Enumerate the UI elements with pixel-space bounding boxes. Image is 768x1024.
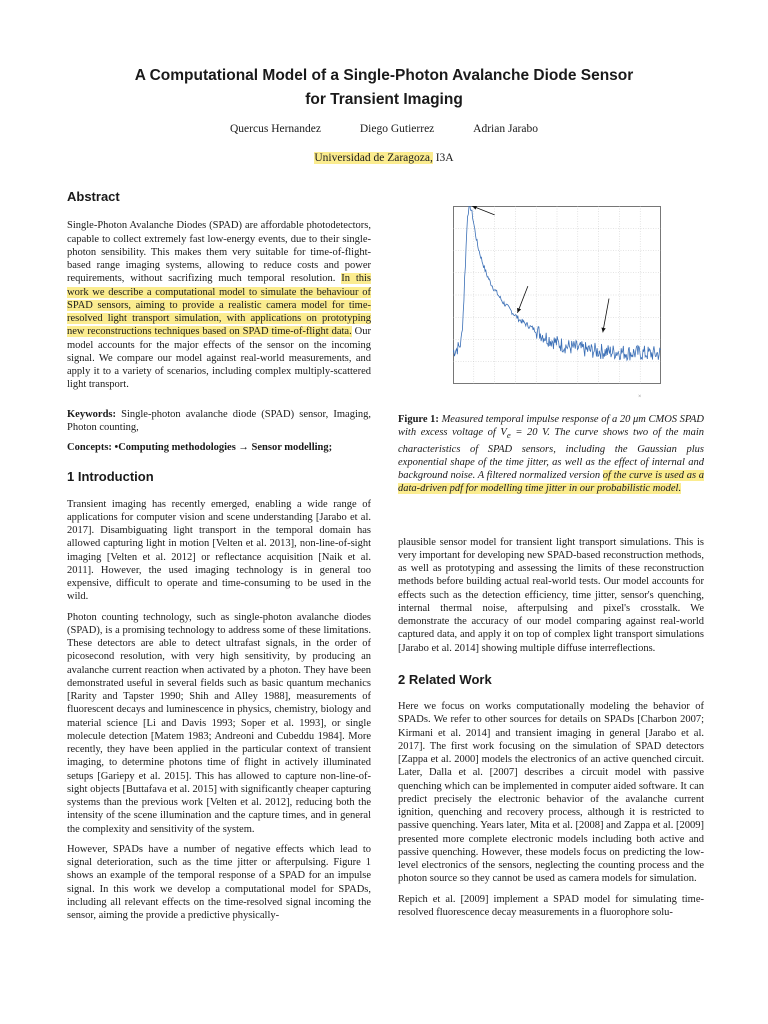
figure-1-plot bbox=[453, 206, 661, 384]
introduction-heading: 1 Introduction bbox=[67, 469, 154, 485]
keywords-text: Single-photon avalanche diode (SPAD) sensor, Imaging, Photon counting, bbox=[67, 408, 371, 433]
abstract-post: Our model accounts for the major effects of the sensor on the incoming signal. We compare our model against real-world measurements, and apply it to a variety of scenarios, including complex multiply-scattered light transport. bbox=[67, 326, 371, 391]
corner-mark: × bbox=[638, 394, 642, 400]
right-paragraph-1: plausible sensor model for transient light transport simulations. This is very important for developing new SPAD-based reconstruction methods, as well as prototyping and assessing the limits of these reconstruction methods before building actual real-world tests. Our model accounts for effects such as the detection efficiency, time jitter, sensor's quenching, internal thermal noise, afterpulsing and pixel's crosstalk. We demonstrate the accuracy of our model comparing against real-world captured data, and apply it on top of complex light transport simulations [Jarabo et al. 2014] showing multiple diffuse interreflections. bbox=[398, 536, 704, 654]
title-line-1: A Computational Model of a Single-Photon Avalanche Diode Sensor bbox=[134, 67, 634, 84]
left-column bbox=[67, 190, 371, 922]
right-column bbox=[398, 413, 704, 919]
intro-paragraph-1: Transient imaging has recently emerged, enabling a wide range of applications for computer vision and scene understanding [Jarabo et al. 2017]. Disambiguating light transport in the temporal domain has allowed capturing light in motion [Velten et al. 2013], non-line-of-sight imaging [Velten et al. 2012] or reflectance acquisition [Naik et al. 2011]. However, the used imaging technology is in general too expensive, difficult to operate and time-consuming to be used in the wild. bbox=[67, 498, 371, 603]
intro-paragraph-2: Photon counting technology, such as single-photon avalanche diodes (SPAD), is a promising technology to address some of these limitations. These detectors are able to detect ultrafast signals, in the order of picosecond resolution, with very high sensitivity, by producing an avalanche current reaction when activated by a photon. They have been demonstrated useful in several fields such as basic quantum mechanics [Rarity and Tapster 1990; Shih and Alley 1988], measurements of fluorescent decays and luminescence in physics, chemistry, biology and material science [Li and Davis 1993; Soper et al. 1993], or single molecule detection [Matem 1983; Andreoni and Cubeddu 1984]. More recently, they have been applied in the particular context of transient imaging, to determine photons time of flight in actively illuminated setups [Gariepy et al. 2015]. This has allowed to capture non-line-of-sight objects [Buttafava et al. 2015] with significantly cheaper capturing systems than the previous work [Velten et al. 2012], reducing both the intensity of the scene illumination and the capture times, and in general the complexity and sensitivity of the system. bbox=[67, 611, 371, 835]
abstract-highlight: In this work we describe a computational model to simulate the behaviour of SPAD sensors, aiming to provide a realistic camera model for time-resolved light transport simulation, with applications on prototyping new reconstructions techniques based on SPAD time-of-flight data. bbox=[67, 273, 371, 338]
author-1: Quercus Hernandez bbox=[230, 123, 321, 135]
abstract-heading: Abstract bbox=[67, 189, 120, 204]
concepts-text: •Computing methodologies → Sensor modelling; bbox=[111, 442, 333, 453]
author-2: Diego Gutierrez bbox=[359, 123, 435, 135]
author-list bbox=[60, 123, 708, 135]
abstract-pre: Single-Photon Avalanche Diodes (SPAD) are affordable photodetectors, capable to collect extremely fast low-energy events, due to their single-photon sensibility. This makes them very suitable for time-of-flight-based range imaging systems, allowing to reduce costs and power requirements, without sacrifizing much temporal resolution. bbox=[67, 220, 371, 285]
caption-mid: = 20 V. The curve shows two of the main characteristics of SPAD sensors, including the Gaussian plus exponential shape of the time jitter, as well as the effect of internal and background noise. A filtered normalized version bbox=[398, 427, 704, 482]
abstract-text bbox=[67, 219, 371, 391]
concepts bbox=[67, 441, 371, 454]
author-3: Adrian Jarabo bbox=[473, 123, 538, 135]
keywords-label: Keywords: bbox=[67, 408, 116, 420]
paper-title bbox=[60, 64, 708, 112]
caption-highlight: of the curve is used as a data-driven pdf for modelling time jitter in our probabilistic model. bbox=[398, 470, 704, 495]
concepts-label: Concepts: bbox=[67, 442, 112, 453]
caption-subscript: e bbox=[506, 430, 511, 441]
related-work-paragraph-1: Here we focus on works computationally modeling the behavior of SPADs. We refer to other sources for details on SPADs [Charbon 2007; Kirmani et al. 2014] and transient imaging in general [Jarabo et al. 2017]. The first work focusing on the simulation of SPAD detectors [Zappa et al. 2000] models the electronics of an active quenched circuit. Later, Dalla et al. [2007] describes a circuit model with passive quenching which can be implemented in computer aided software. It can predict precisely the electronic behavior of the avalanche current ignition, quenching and recovery process, although it is restricted to passive quenching. Years later, Mita et al. [2008] and Zappa et al. [2009] presented more complete electronic models including both active and passive quenching. However, these models focus on predicting the low-level electronics of the sensors, neglecting the counting process and the photon source so they cannot be used as camera models for simulation. bbox=[398, 701, 704, 885]
figure-label: Figure 1: bbox=[398, 414, 439, 425]
figure-1-caption bbox=[398, 413, 704, 496]
caption-pre: Measured temporal impulse response of a 20 μm CMOS SPAD with excess voltage of V bbox=[398, 414, 704, 439]
title-line-2: for Transient Imaging bbox=[305, 91, 463, 108]
related-work-heading: 2 Related Work bbox=[398, 671, 492, 687]
affiliation bbox=[60, 152, 708, 164]
keywords bbox=[67, 408, 371, 435]
affiliation-rest: I3A bbox=[432, 152, 454, 164]
related-work-paragraph-2: Repich et al. [2009] implement a SPAD model for simulating time-resolved fluorescence decay measurements in a fluorophore solu- bbox=[398, 893, 704, 918]
intro-paragraph-3: However, SPADs have a number of negative effects which lead to signal deterioration, such as the time jitter or afterpulsing. Figure 1 shows an example of the temporal response of a SPAD for an impulse signal. In this work we develop a computational model for SPADs, including all relevant effects on the time-resolved signal incoming the sensor, aiming the provide a predictive physically- bbox=[67, 843, 371, 921]
affiliation-highlight: Universidad de Zaragoza, bbox=[314, 152, 433, 164]
